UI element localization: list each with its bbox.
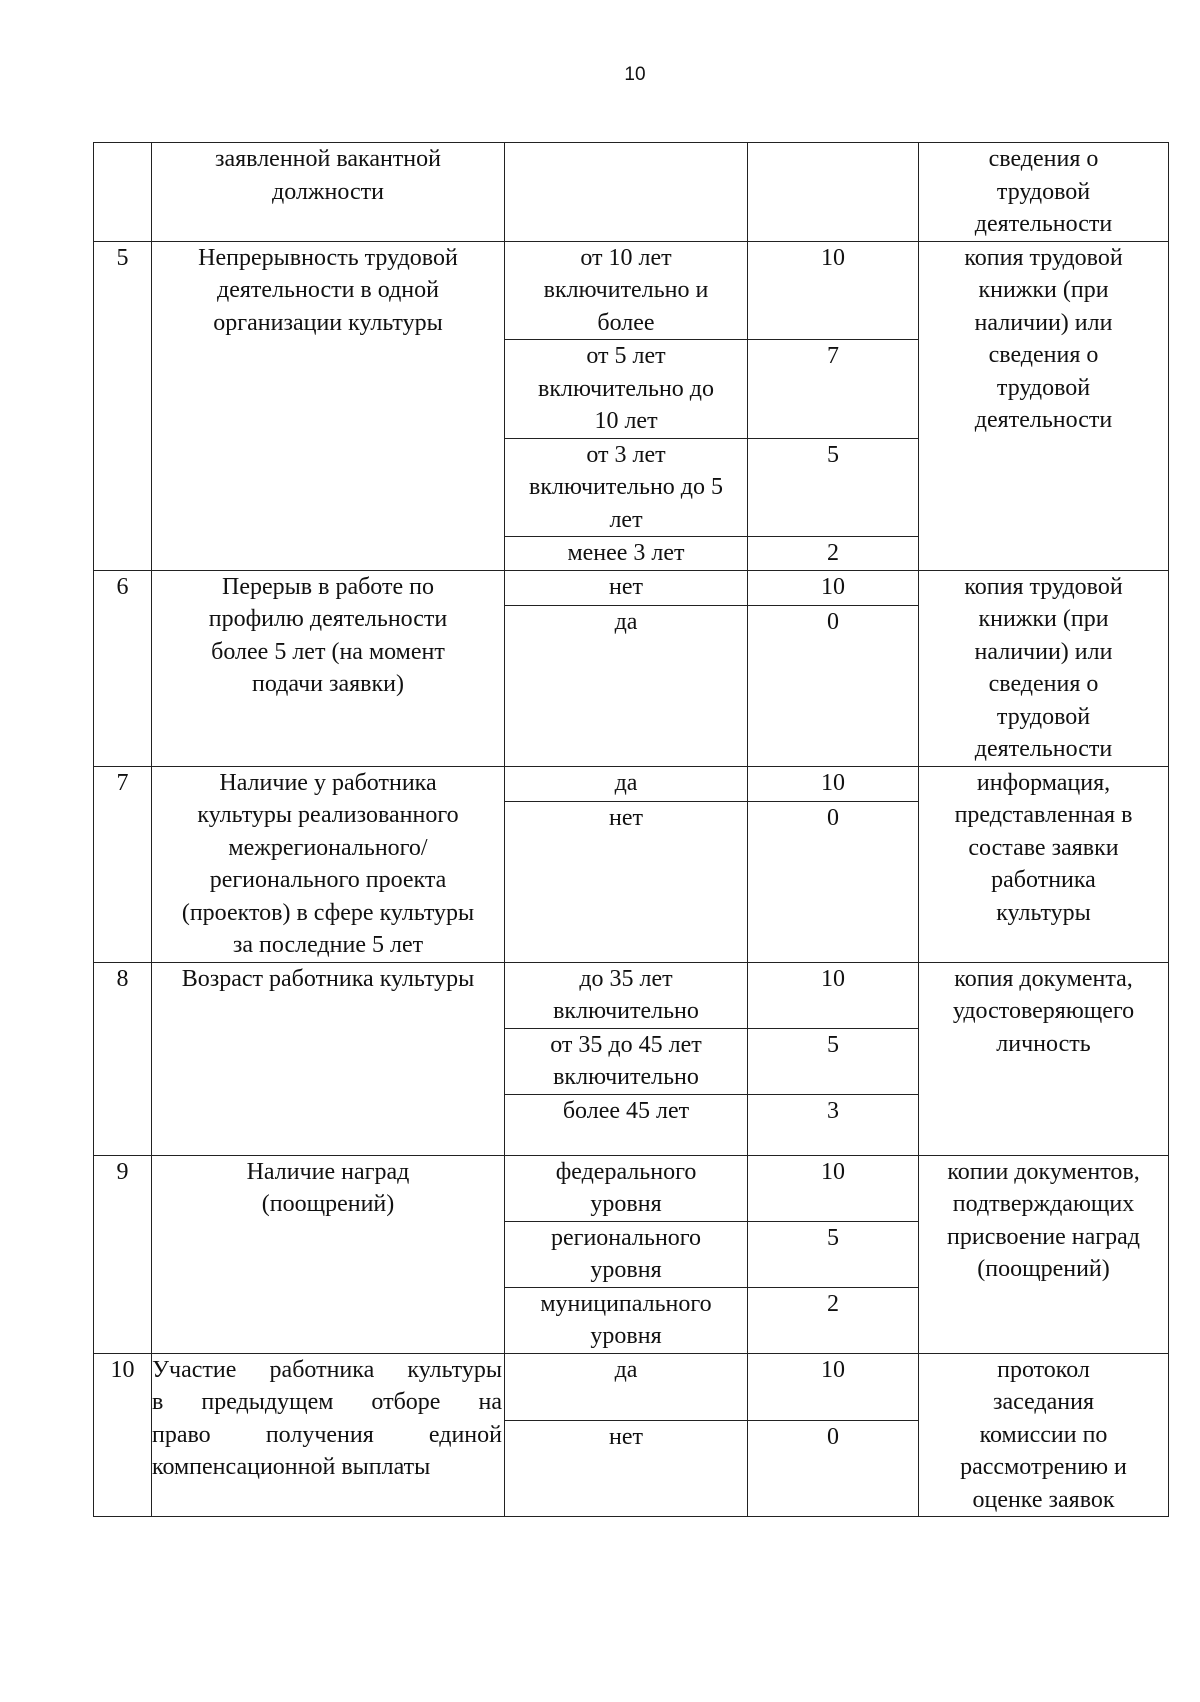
- points-cell: 0: [748, 1420, 919, 1516]
- value-cell: [505, 570, 748, 606]
- num-cell: 6: [94, 570, 152, 766]
- cell-line: включительно и: [543, 277, 709, 303]
- points-cell: 2: [748, 537, 919, 571]
- cell-line: [152, 1419, 504, 1452]
- word: единой: [428, 1421, 502, 1448]
- cell-line: включительно: [553, 998, 699, 1024]
- cell-line: трудовой: [996, 178, 1091, 205]
- value-cell: [505, 1155, 748, 1221]
- criterion-cell: [152, 143, 505, 242]
- cell-line: деятельности: [974, 211, 1113, 237]
- cell-line: нет: [609, 573, 643, 600]
- document-cell: [919, 1155, 1169, 1353]
- cell-line: информация,: [976, 769, 1111, 796]
- table-row: [94, 1353, 1169, 1420]
- cell-line: регионального: [550, 1224, 702, 1251]
- cell-line: от 35 до 45 лет: [550, 1031, 702, 1058]
- table-row: [94, 241, 1169, 340]
- value-cell: [505, 766, 748, 802]
- cell-line: Наличие наград: [246, 1158, 410, 1185]
- cell-line: копии документов,: [947, 1158, 1140, 1185]
- cell-line: заявленной вакантной: [215, 146, 441, 172]
- cell-line: должности: [272, 178, 384, 205]
- points-cell: 3: [748, 1094, 919, 1155]
- cell-line: заседания: [992, 1389, 1094, 1415]
- cell-line: от 5 лет: [586, 343, 666, 369]
- num-cell: 8: [94, 962, 152, 1155]
- cell-line: культуры: [996, 899, 1091, 926]
- cell-line: межрегионального/: [228, 834, 428, 861]
- word: получения: [265, 1421, 374, 1448]
- cell-line: уровня: [590, 1257, 662, 1283]
- cell-line: да: [614, 609, 638, 636]
- document-cell: [919, 962, 1169, 1155]
- cell-line: трудовой: [996, 374, 1091, 401]
- cell-line: присвоение наград: [947, 1223, 1140, 1250]
- cell-line: Непрерывность трудовой: [198, 244, 458, 271]
- cell-line: подачи заявки): [252, 671, 404, 697]
- word: в: [152, 1389, 164, 1415]
- word: Участие: [152, 1356, 237, 1383]
- cell-line: работника: [991, 867, 1096, 893]
- cell-line: удостоверяющего: [952, 998, 1135, 1024]
- cell-line: комиссии по: [979, 1421, 1108, 1448]
- num-cell: [94, 143, 152, 242]
- word: на: [478, 1389, 502, 1415]
- points-cell: 10: [748, 766, 919, 802]
- cell-line: организации культуры: [213, 309, 443, 336]
- table-row: [94, 570, 1169, 606]
- criterion-cell: [152, 1353, 505, 1517]
- cell-line: составе заявки: [968, 834, 1119, 861]
- value-cell: [505, 606, 748, 766]
- cell-line: личность: [996, 1030, 1091, 1057]
- cell-line: уровня: [590, 1191, 662, 1217]
- value-cell: [505, 340, 748, 439]
- cell-line: компенсационной выплаты: [152, 1454, 431, 1480]
- cell-line: уровня: [590, 1323, 662, 1349]
- points-cell: 2: [748, 1287, 919, 1353]
- cell-line: книжки (при: [978, 277, 1109, 303]
- cell-line: лет: [609, 506, 643, 533]
- cell-line: включительно до 5: [528, 474, 723, 500]
- cell-line: наличии) или: [974, 309, 1113, 336]
- cell-line: [152, 1386, 504, 1419]
- table-row: [94, 1155, 1169, 1221]
- cell-line: (поощрений): [261, 1191, 395, 1217]
- cell-line: деятельности в одной: [217, 277, 439, 303]
- cell-line: от 3 лет: [586, 441, 666, 468]
- cell-line: включительно до: [537, 375, 714, 402]
- cell-line: за последние 5 лет: [232, 932, 424, 958]
- value-cell: [505, 802, 748, 962]
- cell-line: Возраст работника культуры: [181, 965, 475, 992]
- value-cell: [505, 1353, 748, 1420]
- value-cell: [505, 1094, 748, 1155]
- word: отборе: [371, 1389, 441, 1415]
- points-cell: 10: [748, 1353, 919, 1420]
- document-cell: [919, 1353, 1169, 1517]
- points-cell: 5: [748, 1221, 919, 1287]
- num-cell: 5: [94, 241, 152, 570]
- points-cell: 10: [748, 241, 919, 340]
- cell-line: муниципального: [540, 1290, 712, 1317]
- criterion-cell: [152, 766, 505, 962]
- word: культуры: [407, 1356, 502, 1383]
- cell-line: деятельности: [974, 407, 1113, 433]
- value-cell: [505, 537, 748, 571]
- document-cell: [919, 766, 1169, 962]
- criterion-cell: [152, 570, 505, 766]
- cell-line: (поощрений): [977, 1256, 1110, 1282]
- value-cell: [505, 962, 748, 1028]
- cell-line: нет: [609, 1423, 643, 1450]
- cell-line: трудовой: [996, 703, 1091, 730]
- table-row: [94, 962, 1169, 1028]
- cell-line: деятельности: [974, 736, 1113, 762]
- cell-line: культуры реализованного: [197, 802, 459, 828]
- word: право: [152, 1421, 211, 1448]
- cell-line: сведения о: [988, 146, 1099, 172]
- document-cell: [919, 143, 1169, 242]
- page-number: 10: [624, 64, 646, 85]
- document-cell: [919, 570, 1169, 766]
- cell-line: [152, 1354, 504, 1387]
- cell-line: протокол: [997, 1356, 1090, 1383]
- points-cell: 10: [748, 962, 919, 1028]
- word: предыдущем: [201, 1389, 334, 1415]
- cell-line: более 45 лет: [562, 1097, 690, 1124]
- criterion-cell: [152, 1155, 505, 1353]
- num-cell: 9: [94, 1155, 152, 1353]
- cell-line: 10 лет: [594, 408, 658, 434]
- points-cell: 5: [748, 1028, 919, 1094]
- points-cell: 7: [748, 340, 919, 439]
- cell-line: сведения о: [988, 342, 1099, 368]
- cell-line: Наличие у работника: [219, 769, 437, 796]
- points-cell: 5: [748, 438, 919, 537]
- cell-line: да: [614, 769, 638, 796]
- value-cell: [505, 143, 748, 242]
- cell-line: федерального: [555, 1158, 697, 1185]
- cell-line: от 10 лет: [580, 244, 672, 271]
- value-cell: [505, 1420, 748, 1516]
- cell-line: да: [614, 1356, 638, 1383]
- cell-line: копия трудовой: [964, 573, 1123, 600]
- cell-line: более 5 лет (на момент: [211, 638, 445, 665]
- table-row-continuation: [94, 143, 1169, 242]
- cell-line: профилю деятельности: [208, 606, 448, 632]
- cell-line: включительно: [553, 1064, 699, 1090]
- num-cell: 7: [94, 766, 152, 962]
- cell-line: наличии) или: [974, 638, 1113, 665]
- cell-line: представленная в: [954, 802, 1133, 828]
- cell-line: копия документа,: [954, 965, 1133, 992]
- points-cell: 10: [748, 570, 919, 606]
- cell-line: подтверждающих: [952, 1191, 1135, 1217]
- criterion-cell: [152, 241, 505, 570]
- points-cell: 0: [748, 606, 919, 766]
- value-cell: [505, 1287, 748, 1353]
- value-cell: [505, 438, 748, 537]
- cell-line: Перерыв в работе по: [222, 573, 434, 600]
- value-cell: [505, 1028, 748, 1094]
- cell-line: менее 3 лет: [567, 540, 685, 566]
- table-row: [94, 766, 1169, 802]
- criterion-cell: [152, 962, 505, 1155]
- points-cell: 0: [748, 802, 919, 962]
- value-cell: [505, 241, 748, 340]
- cell-line: регионального проекта: [209, 867, 447, 893]
- cell-line: (проектов) в сфере культуры: [181, 899, 475, 926]
- cell-line: сведения о: [988, 671, 1099, 697]
- num-cell: 10: [94, 1353, 152, 1517]
- document-cell: [919, 241, 1169, 570]
- criteria-table: [93, 142, 1169, 1517]
- cell-line: оценке заявок: [972, 1486, 1115, 1513]
- points-cell: 10: [748, 1155, 919, 1221]
- cell-line: рассмотрению и: [960, 1454, 1127, 1480]
- cell-line: более: [597, 309, 655, 336]
- cell-line: нет: [609, 805, 643, 832]
- cell-line: копия трудовой: [964, 244, 1123, 271]
- points-cell: [748, 143, 919, 242]
- criteria-table-body: [94, 143, 1169, 1517]
- cell-line: до 35 лет: [579, 965, 673, 992]
- cell-line: книжки (при: [978, 606, 1109, 632]
- value-cell: [505, 1221, 748, 1287]
- word: работника: [269, 1356, 375, 1383]
